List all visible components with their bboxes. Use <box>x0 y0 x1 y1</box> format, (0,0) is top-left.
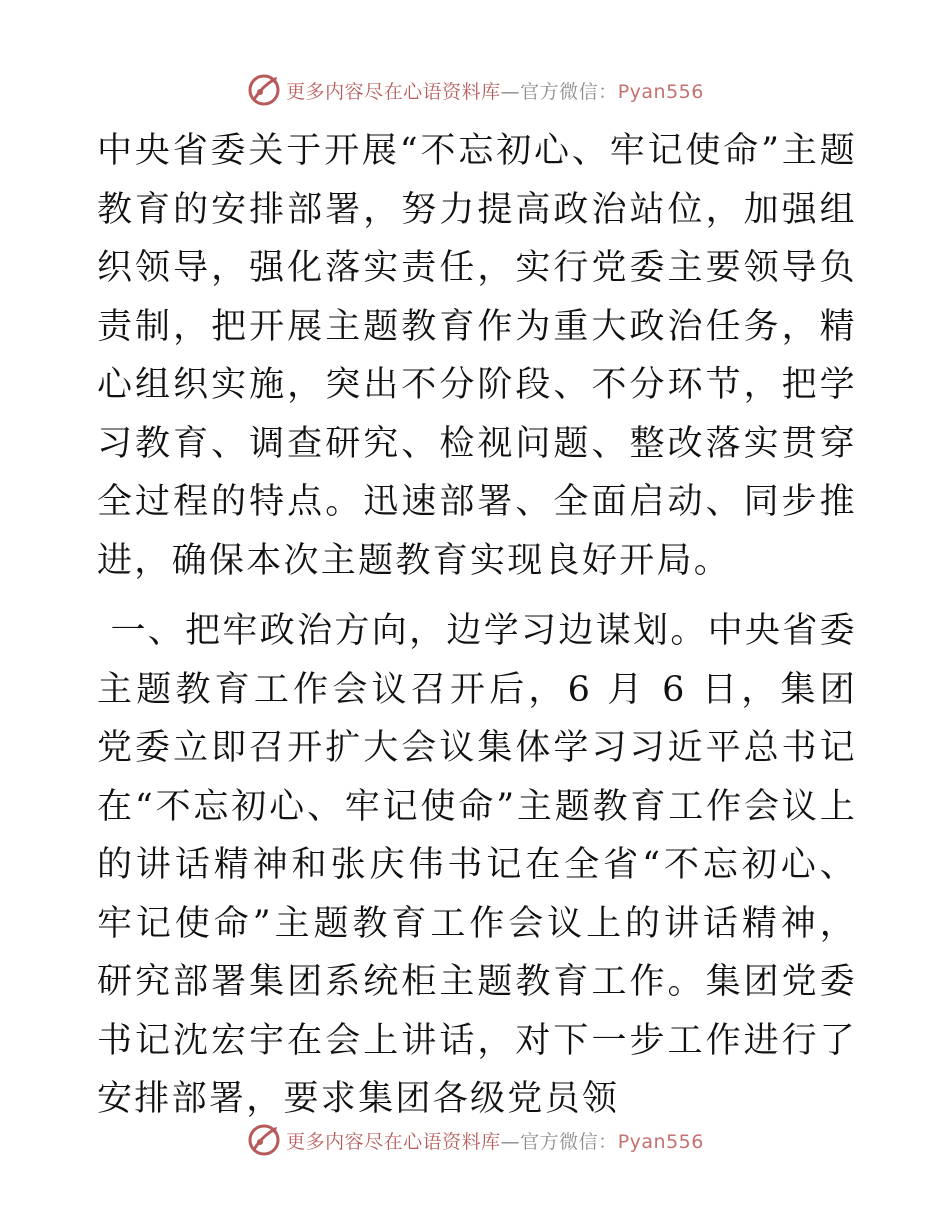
paragraph: 一、把牢政治方向，边学习边谋划。中央省委主题教育工作会议召开后，6 月 6 日，集团党委立即召开扩大会议集体学习习近平总书记在“不忘初心、牢记使命”主题教育工作会议上的讲话精神和张庆伟书记在全省“不忘初心、牢记使命”主题教育工作会议上的讲话精神，研究部署集团系统柜主题教育工作。集团党委书记沈宏宇在会上讲话，对下一步工作进行了安排部署，要求集团各级党员领 <box>97 611 857 1119</box>
banner-dash: — <box>500 80 521 103</box>
banner-wechat-label: 官方微信： <box>520 1130 618 1153</box>
banner-wechat-label: 官方微信： <box>520 80 618 103</box>
banner-text <box>286 1127 704 1154</box>
banner-site-name: 更多内容尽在心语资料库 <box>286 1130 501 1153</box>
footer-banner <box>0 1120 950 1160</box>
banner-text <box>286 77 704 104</box>
banner-site-name: 更多内容尽在心语资料库 <box>286 80 501 103</box>
document-body <box>97 122 857 1129</box>
brand-logo-icon <box>246 1122 282 1158</box>
paragraph: 中央省委关于开展“不忘初心、牢记使命”主题教育的安排部署，努力提高政治站位，加强组织领导，强化落实责任，实行党委主要领导负责制，把开展主题教育作为重大政治任务，精心组织实施，突出不分阶段、不分环节，把学习教育、调查研究、检视问题、整改落实贯穿全过程的特点。迅速部署、全面启动、同步推进，确保本次主题教育实现良好开局。 <box>97 131 857 581</box>
banner-wechat-id: Pyan556 <box>617 80 704 103</box>
banner-dash: — <box>500 1130 521 1153</box>
brand-logo-icon <box>246 72 282 108</box>
banner-wechat-id: Pyan556 <box>617 1130 704 1153</box>
header-banner <box>0 70 950 110</box>
